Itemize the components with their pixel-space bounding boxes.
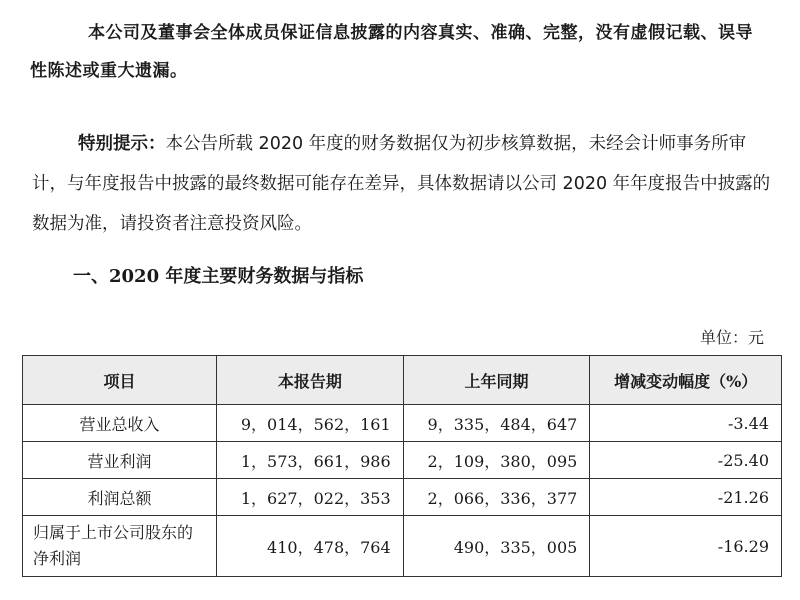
row-item: 营业利润	[23, 442, 217, 479]
financial-data-table	[22, 355, 782, 577]
header-previous-period: 上年同期	[403, 356, 590, 405]
header-item: 项目	[23, 356, 217, 405]
row-item: 营业总收入	[23, 405, 217, 442]
table-header-row	[23, 356, 782, 405]
table-row	[23, 479, 782, 516]
row-change: -25.40	[590, 442, 782, 479]
row-change: -3.44	[590, 405, 782, 442]
row-previous: 9，335，484，647	[403, 405, 590, 442]
header-current-period: 本报告期	[217, 356, 404, 405]
table-row	[23, 405, 782, 442]
row-previous: 2，066，336，377	[403, 479, 590, 516]
notice-body: 本公告所载 2020 年度的财务数据仅为初步核算数据，未经会计师事务所审计，与年度报告中披露的最终数据可能存在差异，具体数据请以公司 2020 年年度报告中披露的数据为准，请投资者注意投资风险。	[32, 134, 771, 234]
table-row	[23, 516, 782, 577]
row-previous: 490，335，005	[403, 516, 590, 577]
row-change: -21.26	[590, 479, 782, 516]
special-notice	[32, 124, 772, 244]
row-previous: 2，109，380，095	[403, 442, 590, 479]
row-current: 410，478，764	[217, 516, 404, 577]
section-title: 一、2020 年度主要财务数据与指标	[73, 266, 364, 287]
header-change-pct: 增减变动幅度（%）	[590, 356, 782, 405]
table-row	[23, 442, 782, 479]
row-item: 归属于上市公司股东的净利润	[23, 516, 217, 577]
row-current: 1，573，661，986	[217, 442, 404, 479]
row-current: 1，627，022，353	[217, 479, 404, 516]
unit-label: 单位：元	[699, 328, 764, 347]
row-item: 利润总额	[23, 479, 217, 516]
notice-lead: 特别提示：	[78, 134, 166, 154]
board-declaration: 本公司及董事会全体成员保证信息披露的内容真实、准确、完整，没有虚假记载、误导性陈述或重大遗漏。	[30, 23, 753, 81]
row-current: 9，014，562，161	[217, 405, 404, 442]
row-change: -16.29	[590, 516, 782, 577]
